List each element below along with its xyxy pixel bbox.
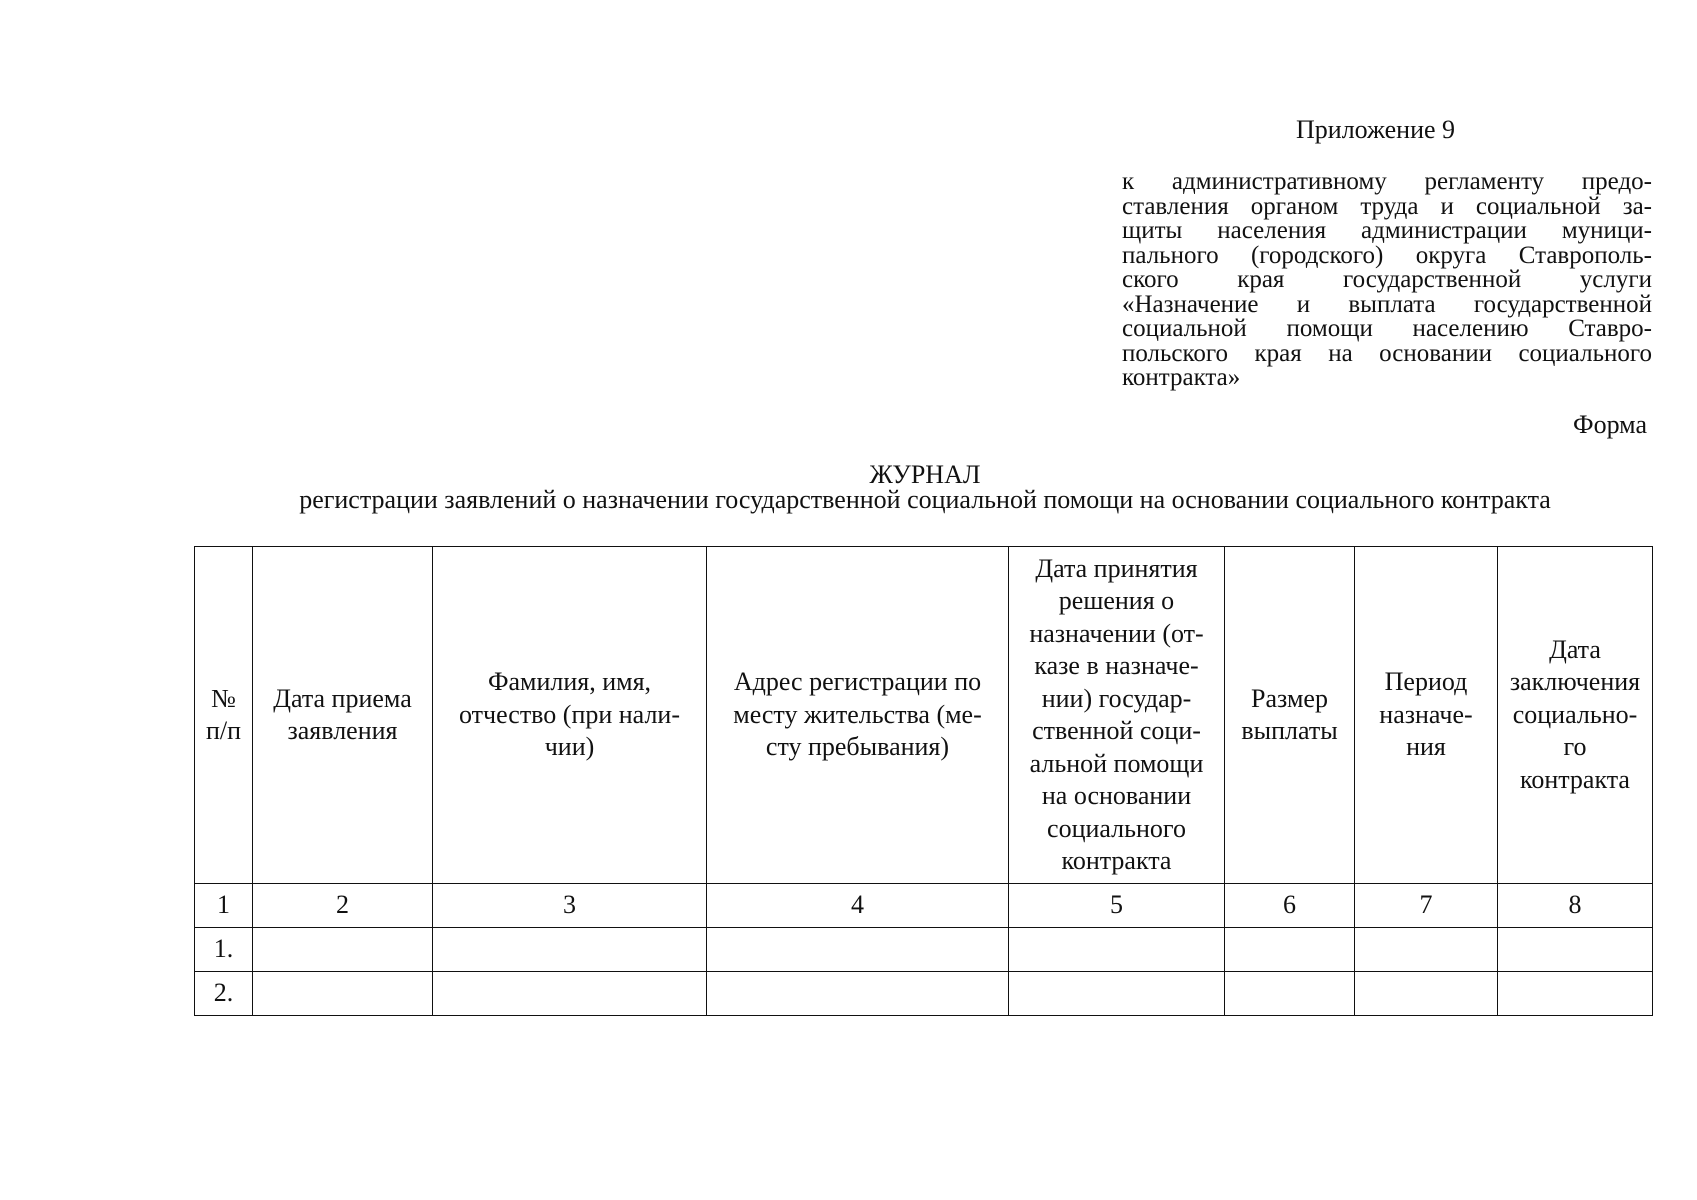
table-cell [1498,928,1653,972]
header-cell: Фамилия, имя, отчество (при нали- чии) [433,547,707,884]
table-row [195,972,1653,1016]
header-cell: Размер выплаты [1225,547,1355,884]
journal-table [194,546,1653,1016]
table-cell [433,928,707,972]
table-cell [1009,972,1225,1016]
appendix-line: контракта» [1122,364,1241,391]
header-cell: Период назначе- ния [1355,547,1498,884]
table-cell [433,972,707,1016]
appendix-line: к административному регламенту предо- [1122,168,1652,195]
header-cell: Дата заключения социально- го контракта [1498,547,1653,884]
journal-title: ЖУРНАЛ [869,460,981,489]
form-label: Форма [1573,410,1647,439]
table-cell [1225,928,1355,972]
table-cell [1009,928,1225,972]
appendix-line: социальной помощи населению Ставро- [1122,315,1652,342]
table-cell: 1. [195,928,253,972]
column-number: 6 [1225,884,1355,928]
appendix-line: щиты населения администрации муници- [1122,217,1652,244]
column-number: 4 [707,884,1009,928]
table-row [195,928,1653,972]
table-cell [1225,972,1355,1016]
table-cell [253,928,433,972]
appendix-line: пального (городского) округа Ставрополь- [1122,241,1652,269]
header-cell: Дата приема заявления [253,547,433,884]
appendix-line: польского края на основании социального [1122,339,1652,367]
header-cell: Дата принятия решения о назначении (от- казе в назначе- нии) государ- ственной соци- альной помощи на основании социального контракта [1009,547,1225,884]
table-header-row [195,547,1653,884]
journal-subtitle: регистрации заявлений о назначении государственной социальной помощи на основании социального контракта [299,485,1551,514]
header-cell: № п/п [195,547,253,884]
column-number: 2 [253,884,433,928]
column-number: 8 [1498,884,1653,928]
table-cell [1355,928,1498,972]
table-cell [707,928,1009,972]
table-cell [707,972,1009,1016]
column-number: 7 [1355,884,1498,928]
appendix-line: ского края государственной услуги [1122,266,1652,293]
column-number: 5 [1009,884,1225,928]
appendix-title: Приложение 9 [1296,115,1456,144]
table-cell [253,972,433,1016]
table-cell: 2. [195,972,253,1016]
appendix-line: «Назначение и выплата государственной [1122,290,1652,318]
column-number: 1 [195,884,253,928]
header-cell: Адрес регистрации по месту жительства (ме- сту пребывания) [707,547,1009,884]
appendix-text [1122,170,1652,391]
column-number-row [195,884,1653,928]
column-number: 3 [433,884,707,928]
appendix-line: ставления органом труда и социальной за- [1122,192,1652,220]
table-cell [1355,972,1498,1016]
table-cell [1498,972,1653,1016]
